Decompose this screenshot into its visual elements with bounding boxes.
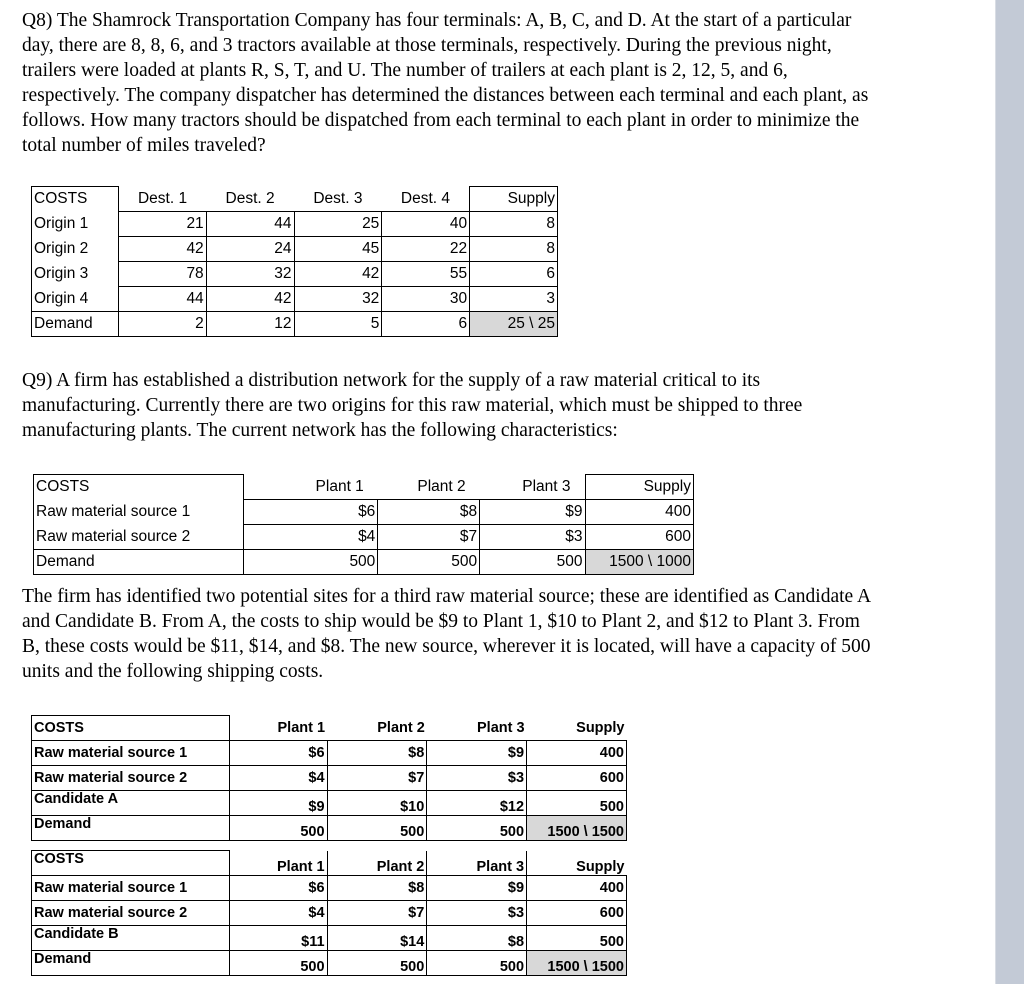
table-cell: 500	[327, 816, 427, 841]
table-row	[32, 876, 627, 901]
corner-label: COSTS	[32, 187, 119, 212]
table-row	[34, 475, 694, 500]
column-header: Dest. 2	[225, 189, 275, 207]
column-header: Plant 3	[522, 477, 571, 495]
table-row	[32, 951, 627, 976]
column-header: Plant 3	[477, 719, 525, 736]
column-header: Plant 1	[277, 719, 326, 736]
row-label: Raw material source 2	[32, 766, 230, 791]
table-cell: $7	[327, 901, 427, 926]
row-label: Raw material source 2	[34, 525, 244, 550]
q9-cost-table	[33, 474, 694, 575]
table-cell: 500	[243, 550, 378, 575]
table-row	[32, 262, 558, 287]
table-cell: 600	[527, 766, 627, 791]
table-cell: $4	[243, 525, 378, 550]
table-cell: $3	[480, 525, 585, 550]
table-cell: 500	[327, 951, 427, 976]
table-row	[32, 212, 558, 237]
table-cell: 22	[382, 237, 470, 262]
table-cell: 500	[527, 926, 627, 951]
row-label: Candidate A	[32, 791, 230, 816]
row-label: Candidate B	[32, 926, 230, 951]
column-header: Plant 1	[229, 851, 327, 876]
table-cell: 32	[294, 287, 382, 312]
table-cell: $8	[378, 500, 480, 525]
column-header: Plant 2	[417, 477, 466, 495]
row-label: Origin 4	[32, 287, 119, 312]
table-cell: $3	[427, 901, 527, 926]
table-cell: 500	[527, 791, 627, 816]
table-cell: 24	[206, 237, 294, 262]
column-header: Supply	[470, 187, 558, 212]
candidate-b-table	[31, 850, 627, 976]
table-cell: 25 \ 25	[470, 312, 558, 337]
table-row	[32, 791, 627, 816]
q9-followup-text: The firm has identified two potential sites for a third raw material source; these are identified as Candidate A and Candidate B. From A, the costs to ship would be $9 to Plant 1, $10 to Plant 2, and $12 to Plant 3. From B, these costs would be $11, $14, and $8. The new source, wherever it is located, will have a capacity of 500 units and the following shipping costs.	[22, 586, 871, 682]
column-header: Supply	[576, 719, 625, 736]
table-cell: 25	[294, 212, 382, 237]
table-cell: $9	[229, 791, 327, 816]
table-row	[34, 550, 694, 575]
table-cell: 32	[206, 262, 294, 287]
table-cell: $9	[480, 500, 585, 525]
table-cell: 8	[470, 237, 558, 262]
table-cell: 78	[118, 262, 206, 287]
table-cell: 1500 \ 1500	[527, 951, 627, 976]
table-row	[32, 926, 627, 951]
table-cell: $7	[378, 525, 480, 550]
row-label: Origin 2	[32, 237, 119, 262]
table-cell: 8	[470, 212, 558, 237]
table-cell: 42	[294, 262, 382, 287]
row-label: Raw material source 1	[32, 876, 230, 901]
table-cell: $6	[229, 876, 327, 901]
table-cell: 400	[585, 500, 693, 525]
table-cell: 500	[427, 951, 527, 976]
table-cell: $12	[427, 791, 527, 816]
table-cell: $7	[327, 766, 427, 791]
table-cell: $6	[243, 500, 378, 525]
table-row	[32, 901, 627, 926]
column-header: Dest. 4	[400, 189, 451, 207]
table-row	[32, 816, 627, 841]
column-header: Plant 1	[315, 477, 364, 495]
column-header: Plant 3	[427, 851, 527, 876]
table-cell: $11	[229, 926, 327, 951]
table-cell: 40	[382, 212, 470, 237]
table-cell: 42	[118, 237, 206, 262]
table-cell: 55	[382, 262, 470, 287]
table-cell: $10	[327, 791, 427, 816]
table-cell: 45	[294, 237, 382, 262]
table-cell: 400	[527, 741, 627, 766]
table-cell: 500	[480, 550, 585, 575]
table-cell: $9	[427, 741, 527, 766]
column-header: Plant 2	[327, 851, 427, 876]
corner-label: COSTS	[32, 716, 230, 741]
table-cell: 6	[382, 312, 470, 337]
table-row	[32, 312, 558, 337]
row-label: Raw material source 1	[34, 500, 244, 525]
table-cell: $4	[229, 766, 327, 791]
table-cell: 500	[229, 816, 327, 841]
table-cell: 44	[118, 287, 206, 312]
q9-text: Q9) A firm has established a distribution network for the supply of a raw material critical to its manufacturing. Currently there are two origins for this raw material, which must be shipped to three manufacturing plants. The current network has the following characteristics:	[22, 370, 803, 441]
corner-label: COSTS	[34, 475, 244, 500]
table-cell: 42	[206, 287, 294, 312]
table-cell: 12	[206, 312, 294, 337]
column-header: Plant 2	[377, 719, 425, 736]
vertical-scrollbar[interactable]	[995, 0, 1024, 984]
table-cell: 6	[470, 262, 558, 287]
corner-label: COSTS	[32, 851, 230, 876]
row-label: Origin 3	[32, 262, 119, 287]
column-header: Dest. 1	[137, 189, 188, 207]
table-cell: $8	[327, 741, 427, 766]
table-cell: 2	[118, 312, 206, 337]
row-label: Demand	[32, 312, 119, 337]
q8-text: Q8) The Shamrock Transportation Company has four terminals: A, B, C, and D. At the start of a particular day, there are 8, 8, 6, and 3 tractors available at those terminals, respectively. During the previous night, trailers were loaded at plants R, S, T, and U. The number of trailers at each plant is 2, 12, 5, and 6, respectively. The company dispatcher has determined the distances between each terminal and each plant, as follows. How many tractors should be dispatched from each terminal to each plant in order to minimize the total number of miles traveled?	[22, 10, 869, 156]
row-label: Origin 1	[32, 212, 119, 237]
table-cell: 600	[585, 525, 693, 550]
table-row	[32, 716, 627, 741]
column-header: Dest. 3	[313, 189, 363, 207]
table-cell: $4	[229, 901, 327, 926]
table-cell: 3	[470, 287, 558, 312]
table-row	[34, 525, 694, 550]
candidate-a-table	[31, 715, 627, 841]
table-cell: 500	[229, 951, 327, 976]
row-label: Raw material source 1	[32, 741, 230, 766]
table-cell: 400	[527, 876, 627, 901]
table-row	[32, 851, 627, 876]
row-label: Demand	[32, 951, 230, 976]
table-row	[32, 237, 558, 262]
table-cell: 600	[527, 901, 627, 926]
table-cell: $14	[327, 926, 427, 951]
row-label: Demand	[34, 550, 244, 575]
table-cell: 500	[378, 550, 480, 575]
column-header: Supply	[576, 859, 625, 875]
table-row	[32, 741, 627, 766]
table-cell: $3	[427, 766, 527, 791]
table-row	[32, 766, 627, 791]
table-cell: $8	[427, 926, 527, 951]
table-cell: 5	[294, 312, 382, 337]
table-cell: $6	[229, 741, 327, 766]
table-cell: 21	[118, 212, 206, 237]
column-header: Supply	[585, 475, 693, 500]
table-cell: 44	[206, 212, 294, 237]
row-label: Raw material source 2	[32, 901, 230, 926]
table-cell: $9	[427, 876, 527, 901]
table-cell: 500	[427, 816, 527, 841]
table-cell: 30	[382, 287, 470, 312]
table-row	[32, 187, 558, 212]
table-row	[32, 287, 558, 312]
table-cell: 1500 \ 1500	[527, 816, 627, 841]
table-row	[34, 500, 694, 525]
table-cell: 1500 \ 1000	[585, 550, 693, 575]
row-label: Demand	[32, 816, 230, 841]
table-cell: $8	[327, 876, 427, 901]
q8-cost-table	[31, 186, 558, 337]
